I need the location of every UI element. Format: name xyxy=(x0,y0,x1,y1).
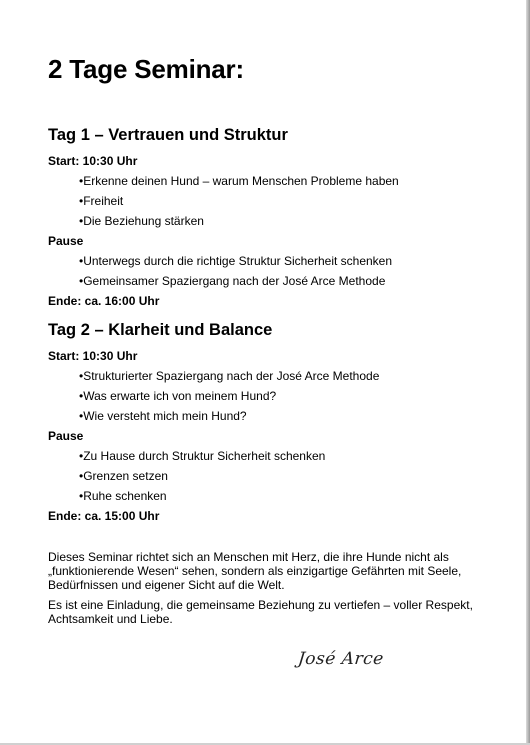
page-title: 2 Tage Seminar: xyxy=(48,54,244,84)
day2-pause-label: Pause xyxy=(48,429,84,443)
day2-end-time: Ende: ca. 15:00 Uhr xyxy=(48,509,160,523)
day1-afternoon-list xyxy=(48,251,488,291)
day1-start-time: Start: 10:30 Uhr xyxy=(48,154,138,168)
list-item: •Was erwarte ich von meinem Hund? xyxy=(79,389,277,403)
list-item: •Die Beziehung stärken xyxy=(79,214,204,228)
day2-start-time: Start: 10:30 Uhr xyxy=(48,349,138,363)
description-paragraph: Dieses Seminar richtet sich an Menschen mit Herz, die ihre Hunde nicht als „funktionierende Wesen“ sehen, sondern als einzigartige Gefährten mit Seele, Bedürfnissen und eigener Sicht auf die Welt. xyxy=(48,550,462,592)
list-item: •Freiheit xyxy=(79,194,124,208)
day2-afternoon-list xyxy=(48,446,488,506)
list-item: •Gemeinsamer Spaziergang nach der José Arce Methode xyxy=(79,274,386,288)
list-item: •Zu Hause durch Struktur Sicherheit schenken xyxy=(79,449,326,463)
list-item: •Erkenne deinen Hund – warum Menschen Probleme haben xyxy=(79,174,399,188)
day1-end-time: Ende: ca. 16:00 Uhr xyxy=(48,294,160,308)
list-item: •Grenzen setzen xyxy=(79,469,168,483)
page-edge-shadow xyxy=(526,0,530,745)
list-item: •Strukturierter Spaziergang nach der José Arce Methode xyxy=(79,369,380,383)
day2-morning-list xyxy=(48,366,488,426)
list-item: •Ruhe schenken xyxy=(79,489,167,503)
invitation-paragraph: Es ist eine Einladung, die gemeinsame Beziehung zu vertiefen – voller Respekt, Achtsamkeit und Liebe. xyxy=(48,598,473,626)
list-item: •Wie versteht mich mein Hund? xyxy=(79,409,247,423)
day1-morning-list xyxy=(48,171,488,231)
document-page xyxy=(48,52,488,626)
signature: José Arce xyxy=(296,649,385,669)
day1-pause-label: Pause xyxy=(48,234,84,248)
day1-heading: Tag 1 – Vertrauen und Struktur xyxy=(48,126,288,144)
list-item: •Unterwegs durch die richtige Struktur Sicherheit schenken xyxy=(79,254,393,268)
day2-heading: Tag 2 – Klarheit und Balance xyxy=(48,321,273,339)
